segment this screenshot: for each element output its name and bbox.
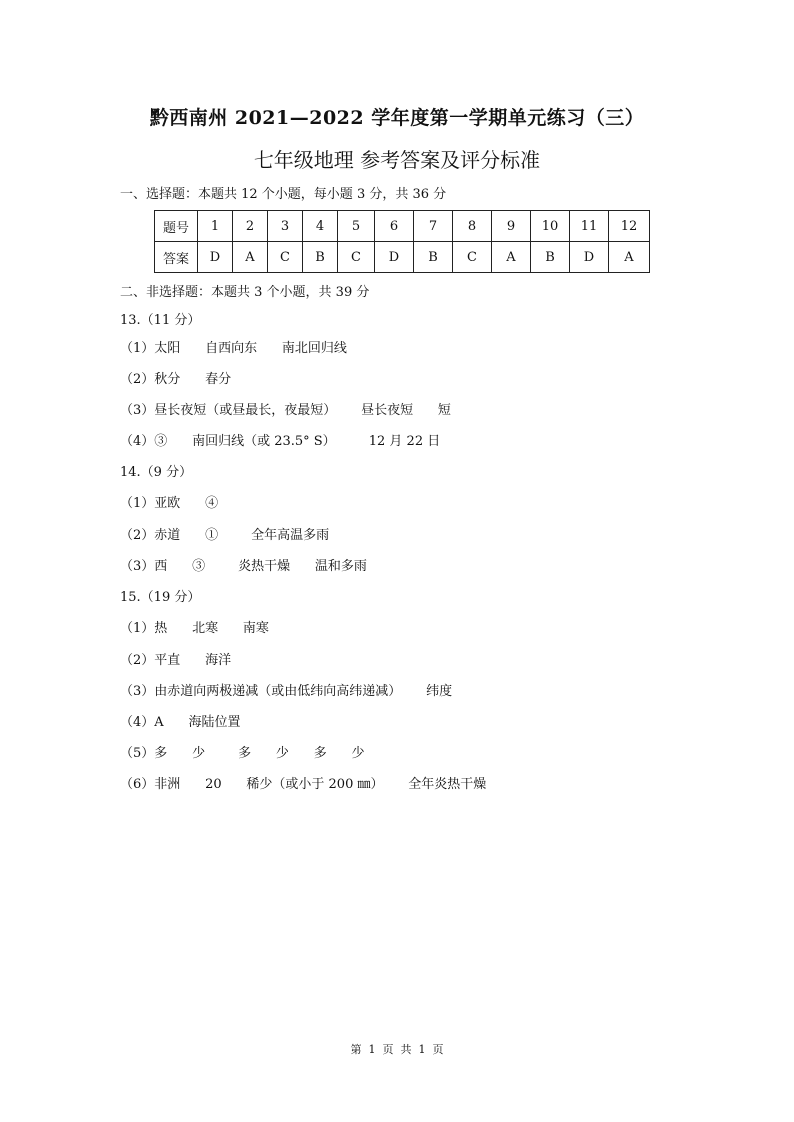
q15-answer-5: （5）多 少 多 少 多 少 <box>120 746 365 761</box>
question-number: 1 <box>198 211 233 242</box>
q13-answer-2: （2）秋分 春分 <box>120 372 232 387</box>
answer-cell: C <box>338 242 375 273</box>
q13-answer-3: （3）昼长夜短（或昼最长，夜最短） 昼长夜短 短 <box>120 403 451 418</box>
row-header-question: 题号 <box>155 211 198 242</box>
answer-table <box>154 210 650 273</box>
answer-cell: B <box>303 242 338 273</box>
question-number: 8 <box>453 211 492 242</box>
answer-cell: D <box>375 242 414 273</box>
question-number: 10 <box>531 211 570 242</box>
q15-answer-1: （1）热 北寒 南寒 <box>120 621 269 636</box>
answer-cell: B <box>531 242 570 273</box>
question-number: 7 <box>414 211 453 242</box>
q13-answer-1: （1）太阳 自西向东 南北回归线 <box>120 341 347 356</box>
row-header-answer: 答案 <box>155 242 198 273</box>
q15-answer-4: （4）A 海陆位置 <box>120 715 241 730</box>
answer-cell: D <box>198 242 233 273</box>
question-number: 2 <box>233 211 268 242</box>
question-number: 9 <box>492 211 531 242</box>
q15-answer-6: （6）非洲 20 稀少（或小于 200 ㎜） 全年炎热干燥 <box>120 777 487 792</box>
document-title: 黔西南州 2021—2022 学年度第一学期单元练习（三） <box>149 107 645 129</box>
answer-cell: B <box>414 242 453 273</box>
question-number: 11 <box>570 211 609 242</box>
q15-answer-3: （3）由赤道向两极递减（或由低纬向高纬递减） 纬度 <box>120 684 453 699</box>
q13-heading: 13.（11 分） <box>120 313 201 328</box>
question-number: 6 <box>375 211 414 242</box>
answer-cell: C <box>453 242 492 273</box>
q14-answer-2: （2）赤道 ① 全年高温多雨 <box>120 528 330 543</box>
table-row <box>155 211 650 242</box>
q14-answer-3: （3）西 ③ 炎热干燥 温和多雨 <box>120 559 367 574</box>
answer-cell: A <box>492 242 531 273</box>
q15-answer-2: （2）平直 海洋 <box>120 653 232 668</box>
answer-cell: D <box>570 242 609 273</box>
question-number: 3 <box>268 211 303 242</box>
answer-cell: C <box>268 242 303 273</box>
document-subtitle: 七年级地理 参考答案及评分标准 <box>253 148 541 172</box>
q14-heading: 14.（9 分） <box>120 465 193 480</box>
section2-heading: 二、非选择题：本题共 3 个小题，共 39 分 <box>120 285 370 300</box>
answer-cell: A <box>233 242 268 273</box>
table-row <box>155 242 650 273</box>
answer-cell: A <box>609 242 650 273</box>
section1-heading: 一、选择题：本题共 12 个小题，每小题 3 分，共 36 分 <box>120 187 447 202</box>
q13-answer-4: （4）③ 南回归线（或 23.5° S） 12 月 22 日 <box>120 434 441 449</box>
question-number: 5 <box>338 211 375 242</box>
question-number: 4 <box>303 211 338 242</box>
question-number: 12 <box>609 211 650 242</box>
q15-heading: 15.（19 分） <box>120 590 201 605</box>
page-footer: 第 1 页 共 1 页 <box>350 1043 444 1056</box>
q14-answer-1: （1）亚欧 ④ <box>120 496 219 511</box>
